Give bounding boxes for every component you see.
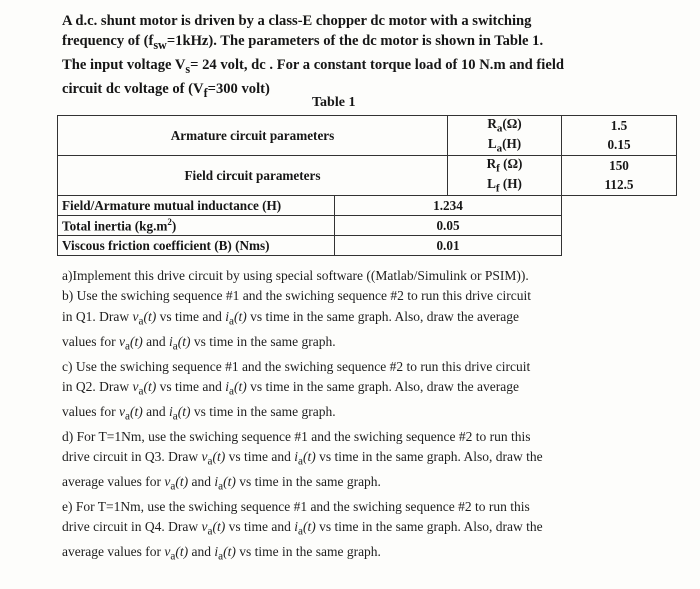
mutual-inductance-value: 1.234 [335, 196, 562, 216]
la-symbol: $L_a(H)$ [448, 136, 562, 156]
problem-statement [62, 11, 617, 103]
intro-line-3: The input voltage $V_s= 24$ volt, dc . For a constant torque load of 10 N.m and field [62, 56, 564, 76]
ra-value: 1.5 [562, 116, 677, 136]
table-caption: Table 1 [312, 95, 356, 110]
rf-symbol: $R_f$ (Ω) [448, 156, 562, 176]
armature-group-label: Armature circuit parameters [58, 116, 448, 156]
parameter-table [57, 115, 677, 256]
intro-line-1: A d.c. shunt motor is driven by a class-E chopper dc motor with a switching [62, 13, 532, 29]
total-inertia-label: Total inertia $(kg.m^2)$ [58, 216, 335, 236]
question-e: e) For T=1Nm, use the swiching sequence #1 and the swiching sequence #2 to run this drive circuit in Q4. Draw $v_a(t)$ vs time and $i_a(t)$ vs time in the same graph. Also, draw the average values for $v_a(t)$ and $i_a(t)$ vs time in the same graph. [62, 499, 543, 564]
lf-symbol: $L_f$ (H) [448, 176, 562, 196]
question-b: b) Use the swiching sequence #1 and the swiching sequence #2 to run this drive circuit in Q1. Draw $v_a(t)$ vs time and $i_a(t)$ vs time in the same graph. Also, draw the average values for $v_a(t)$ and $i_a(t)$ vs time in the same graph. [62, 288, 531, 353]
total-inertia-value: 0.05 [335, 216, 562, 236]
intro-line-2: frequency of $(f_{sw}=1kHz)$. The parameters of the dc motor is shown in Table 1. [62, 33, 544, 52]
lf-value: 112.5 [562, 176, 677, 196]
question-list [62, 266, 610, 567]
question-d: d) For T=1Nm, use the swiching sequence #1 and the swiching sequence #2 to run this drive circuit in Q3. Draw $v_a(t)$ vs time and $i_a(t)$ vs time in the same graph. Also, draw the average values for $v_a(t)$ and $i_a(t)$ vs time in the same graph. [62, 428, 543, 493]
rf-value: 150 [562, 156, 677, 176]
question-a: a)Implement this drive circuit by using special software ((Matlab/Simulink or PSIM)). [62, 268, 529, 283]
la-value: 0.15 [562, 136, 677, 156]
ra-symbol: $R_a(\Omega)$ [448, 116, 562, 136]
field-group-label: Field circuit parameters [58, 156, 448, 196]
viscous-friction-label: Viscous friction coefficient (B) (Nms) [58, 236, 335, 256]
mutual-inductance-label: Field/Armature mutual inductance (H) [58, 196, 335, 216]
question-c: c) Use the swiching sequence #1 and the swiching sequence #2 to run this drive circuit in Q2. Draw $v_a(t)$ vs time and $i_a(t)$ vs time in the same graph. Also, draw the average values for $v_a(t)$ and $i_a(t)$ vs time in the same graph. [62, 358, 531, 423]
intro-line-4: circuit dc voltage of ($V_f=300$ volt) [62, 80, 270, 100]
viscous-friction-value: 0.01 [335, 236, 562, 256]
